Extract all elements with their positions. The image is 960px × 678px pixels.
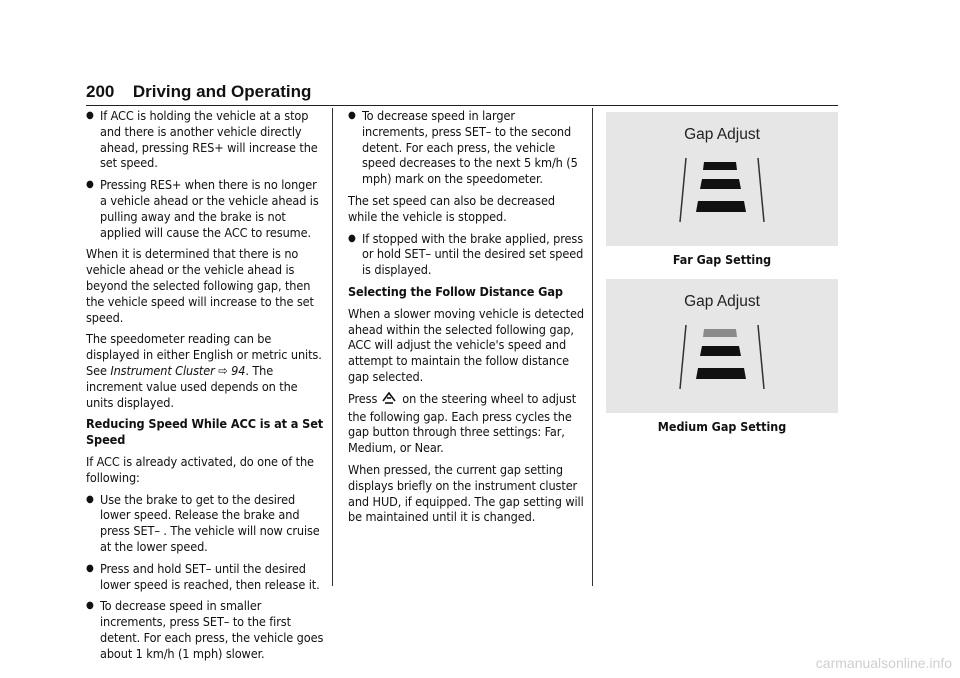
paragraph: When a slower moving vehicle is detected ahead within the selected following gap, ACC will adjust the vehicle's speed and attempt to maintain the follow distance gap selected. bbox=[348, 305, 584, 384]
section-title: Driving and Operating bbox=[132, 82, 312, 101]
bullet-dot-icon: ● bbox=[348, 110, 356, 121]
page-ref-icon: ⇨ bbox=[218, 362, 228, 378]
text-column-middle bbox=[348, 108, 584, 531]
paragraph: If ACC is already activated, do one of the following: bbox=[86, 453, 314, 485]
list-item: ● Pressing RES+ when there is no longer a vehicle ahead or the vehicle ahead is pulling away and the brake is not applied will cause the ACC to resume. bbox=[86, 177, 319, 240]
gap-adjust-far-figure bbox=[606, 112, 838, 246]
page-header bbox=[86, 82, 838, 106]
list-item: ● If ACC is holding the vehicle at a stop and there is another vehicle directly ahead, pressing RES+ will increase the set speed. bbox=[86, 108, 318, 171]
subsection-heading: Reducing Speed While ACC is at a Set Speed bbox=[86, 416, 324, 448]
figure-title: Gap Adjust bbox=[684, 126, 760, 143]
paragraph: When pressed, the current gap setting displays briefly on the instrument cluster and HUD, if equipped. The gap setting will be maintained until it is changed. bbox=[348, 461, 584, 525]
bullet-dot-icon: ● bbox=[86, 600, 94, 612]
bullet-dot-icon: ● bbox=[86, 110, 94, 121]
gap-bars-icon bbox=[606, 112, 838, 246]
paragraph: The speedometer reading can be displayed in either English or metric units. See Instrument Cluster ⇨ 94. The increment value used depends on the units displayed. bbox=[86, 331, 322, 410]
watermark: carmanualsonline.info bbox=[815, 655, 952, 671]
text-column-left bbox=[86, 108, 326, 668]
list-item: ● Use the brake to get to the desired lower speed. Release the brake and press SET– . The vehicle will now cruise at the lower speed. bbox=[86, 491, 320, 554]
bullet-dot-icon: ● bbox=[86, 493, 94, 505]
figure-caption: Far Gap Setting bbox=[672, 252, 772, 267]
gap-distance-icon bbox=[381, 391, 397, 409]
column-divider bbox=[332, 108, 333, 586]
bullet-dot-icon: ● bbox=[348, 232, 356, 244]
column-divider bbox=[592, 108, 593, 586]
list-item: ● If stopped with the brake applied, press or hold SET– until the desired set speed is displayed. bbox=[348, 230, 584, 278]
figure-title: Gap Adjust bbox=[684, 293, 760, 310]
cross-reference-link[interactable]: Instrument Cluster bbox=[110, 362, 215, 378]
subsection-heading: Selecting the Follow Distance Gap bbox=[348, 283, 563, 299]
bullet-dot-icon: ● bbox=[86, 562, 94, 574]
page-reference[interactable]: 94 bbox=[231, 362, 246, 378]
paragraph: The set speed can also be decreased while the vehicle is stopped. bbox=[348, 192, 555, 224]
list-item: ● To decrease speed in smaller increments, press SET– to the first detent. For each press, the vehicle goes about 1 km/h (1 mph) slower. bbox=[86, 598, 324, 661]
list-item: ● To decrease speed in larger increments, press SET– to the second detent. For each press, the vehicle speed decreases to the next 5 km/h (5 mph) mark on the speedometer. bbox=[348, 108, 578, 187]
paragraph: Press on the steering wheel to adjust the following gap. Each press cycles the gap button through three settings: Far, Medium, or Near. bbox=[348, 390, 577, 456]
gap-adjust-medium-figure bbox=[606, 279, 838, 413]
figure-caption: Medium Gap Setting bbox=[657, 419, 787, 434]
paragraph: When it is determined that there is no vehicle ahead or the vehicle ahead is beyond the selected following gap, then the vehicle speed will increase to the set speed. bbox=[86, 246, 314, 325]
bullet-dot-icon: ● bbox=[86, 179, 94, 191]
page-number: 200 bbox=[86, 82, 115, 101]
gap-bars-icon bbox=[606, 279, 838, 413]
list-item: ● Press and hold SET– until the desired lower speed is reached, then release it. bbox=[86, 560, 320, 592]
